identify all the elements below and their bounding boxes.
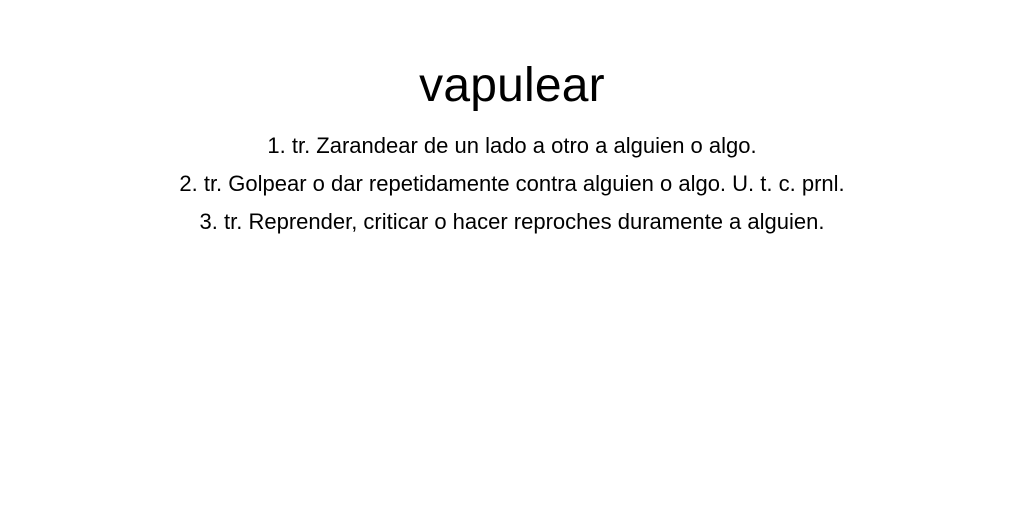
headword: vapulear [419,59,605,112]
definition-number: 1. [267,133,286,158]
definition-text: tr. Zarandear de un lado a otro a alguien o algo. [291,133,757,158]
definition-item [0,127,1024,165]
definition-number: 2. [179,171,198,196]
definition-list [0,127,1024,241]
definition-text: tr. Golpear o dar repetidamente contra alguien o algo. U. t. c. prnl. [203,171,845,196]
definition-item [0,203,1024,241]
definition-text: tr. Reprender, criticar o hacer reproches duramente a alguien. [224,209,825,234]
definition-item [0,165,1024,203]
definition-number: 3. [199,209,218,234]
